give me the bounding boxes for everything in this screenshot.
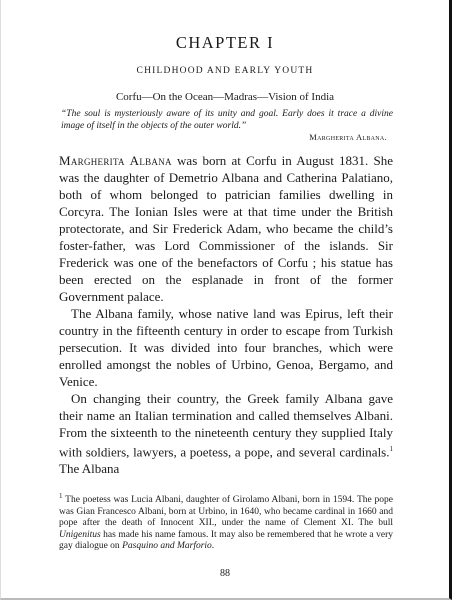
footnote-text-a: The poetess was Lucia Albani, daughter of Girolamo Albani, born in 1594. The pope was Gian Francesco Albani, born at Urbino, in 1640, who became cardinal in 1660 and pope after the death of Innocent XII., under the name of Clement XI. The bull bbox=[59, 495, 393, 529]
footnote-dialogue-name: Pasquino and Marforio bbox=[122, 541, 212, 552]
paragraph-1-text: was born at Corfu in August 1831. She was the daughter of Demetrio Albana and Catherina Palatiano, both of whom belonged to patrician families dwelling in Corcyra. The Ionian Isles were at that time under the British protectorate, and Sir Frederick Adam, who became the child’s foster-father, was Lord Commissioner of the islands. Sir Frederick was one of the benefactors of Corfu ; his statue has been erected on the esplanade in front of the former Government palace. bbox=[59, 153, 393, 304]
chapter-summary: Corfu—On the Ocean—Madras—Vision of India bbox=[115, 91, 335, 103]
paragraph-3-tail: The Albana bbox=[59, 461, 120, 477]
chapter-subtitle: CHILDHOOD AND EARLY YOUTH bbox=[136, 66, 314, 76]
footnote-text-b: has made his name famous. It may also be remembered that he wrote a very gay dialogue on bbox=[59, 529, 393, 552]
footnote-bull-name: Unigenitus bbox=[59, 529, 101, 540]
epigraph-attribution: Margherita Albana. bbox=[309, 132, 387, 142]
footnote-reference: 1 bbox=[389, 445, 393, 453]
chapter-heading: CHAPTER I bbox=[175, 33, 275, 52]
footnote-marker: 1 bbox=[59, 492, 63, 500]
epigraph-quote: “The soul is mysteriously aware of its unity and goal. Early does it trace a divine image of itself in the objects of the outer world.” bbox=[61, 109, 393, 131]
footnote bbox=[59, 491, 393, 553]
paragraph-2: The Albana family, whose native land was Epirus, left their country in the fifteenth century in order to escape from Turkish persecution. It was divided into four branches, which were enrolled amongst the nobles of Urbino, Genoa, Bergamo, and Venice. bbox=[59, 306, 393, 389]
page-number: 88 bbox=[220, 568, 230, 579]
footnote-text-c: . bbox=[211, 541, 215, 552]
paragraph-1 bbox=[59, 152, 393, 305]
paragraph-3 bbox=[59, 390, 393, 477]
body-text bbox=[59, 152, 393, 477]
lead-name: Margherita Albana bbox=[59, 153, 172, 168]
paragraph-3-text: On changing their country, the Greek family Albana gave their name an Italian termination and called themselves Albani. From the sixteenth to the nineteenth century they supplied Italy with soldiers, lawyers, a poetess, a pope, and several cardinals. bbox=[59, 391, 393, 460]
